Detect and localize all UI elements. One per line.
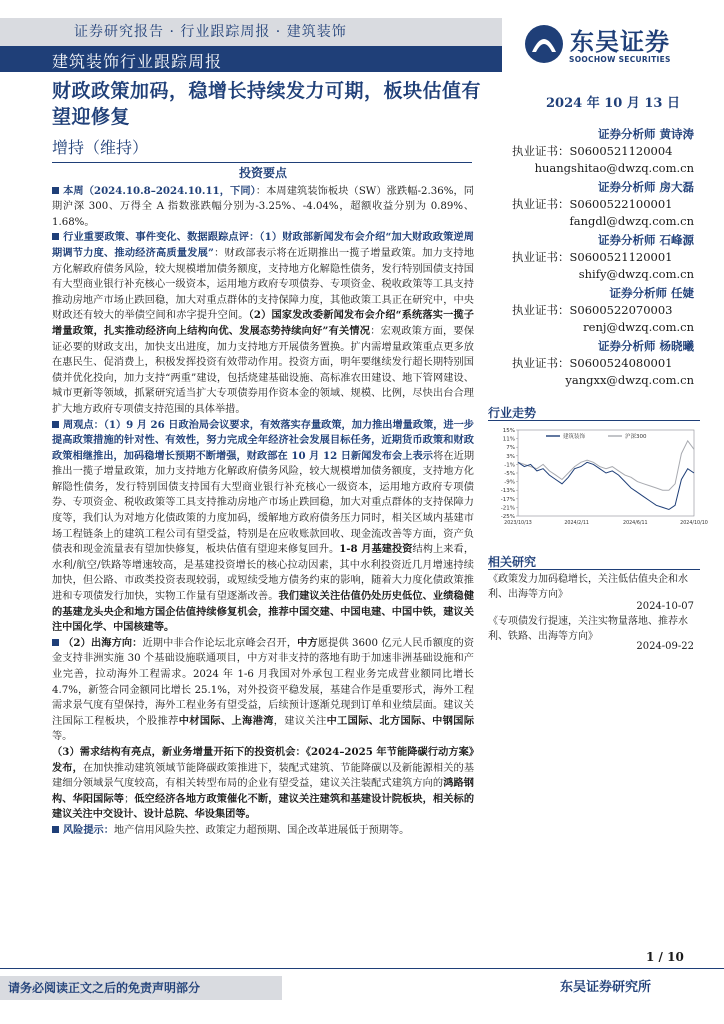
series-line-建筑装饰 xyxy=(518,462,694,509)
page-number: 1 / 10 xyxy=(646,950,684,964)
report-date: 2024 年 10 月 13 日 xyxy=(546,96,680,111)
breadcrumb: 证券研究报告 · 行业跟踪周报 · 建筑装饰 xyxy=(74,24,347,40)
related-item[interactable]: 《专项债发行提速，关注实物量落地、推荐水利、铁路、出海等方向》 xyxy=(488,616,688,642)
y-tick-label: -13% xyxy=(500,488,515,495)
legend-label: 建筑装饰 xyxy=(563,434,586,440)
bullet-view: 周观点：（1）9 月 26 日政治局会议要求，有效落实存量政策，加力推出增量政策，进一步提高政策措施的针对性、有效性，努力完成全年经济社会发展目标任务，近期货币政策和财政政策相继推出，加码稳增长预期不断增强，财政部在 10 月 12 日新闻发布会上表示将在近期推出一揽子增量政策，加力支持地方化解政府债务风险，较大规模增加债务额度，支持地方化解隐性债务，发行特别国债支持国有大型商业银行补充核心一级资本，运用地方政府专项债券、专项资金、税收政策等工具支持推动房地产市场止跌回稳，加大对重点群体的支持保障力度等，我们认为对地方化债政策的力度加码，缓解地方政府债务压力同时，相关区域内基建市场工程链条上的建筑工程公司有望受益，特别是在应收账款回收、现金流改善等方面，资产负债表和现金流量表有望加快修复，板块估值有望迎来修复回升。1-8 月基建投资结构上来看，水利/航空/铁路等增速较高，是基建投资增长的核心拉动因素，其中水利投资近几月增速持续加快，但公路、市政类投资表现较弱，或短续受地方债务约束的影响，随着大力度化债政策推进和专项债发行加快，实物工作量有望逐渐改善。我们建议关注估值仍处历史低位、业绩稳健的基建龙头央企和地方国企估值持续修复机会，推荐中国交建、中国电建、中国中铁，建议关注中国化学、中国核建等。 xyxy=(52,418,475,634)
analyst-email[interactable]: huangshitao@dwzq.com.cn xyxy=(534,161,694,175)
bullet-icon xyxy=(52,421,59,428)
paragraph-overseas: （2）出海方向：近期中非合作论坛北京峰会召开，中方愿提供 3600 亿元人民币额度的资金支持非洲实施 30 个基础设施联通项目，中方对非支持的落地有助于加速非洲基础设施和产业完善，拉动海外工程需求。2024 年 1-6 月我国对外承包工程业务完成营业额同比增长 4.7%，新签合同金额同比增长 25.1%，对外投资平稳发展，基建合作是重要形式，海外工程需求景气度有望保持，海外工程业务有望受益，后续预计逐渐兑现到订单和业绩层面。建议关注国际工程板块，个股推荐中材国际、上海港湾，建议关注中工国际、北方国际、中钢国际等。 xyxy=(52,636,475,743)
x-tick-label: 2023/10/13 xyxy=(504,521,532,526)
y-tick-label: 3% xyxy=(506,453,515,460)
y-tick-label: -21% xyxy=(500,505,515,512)
analyst-license: 执业证书：S0600522070003 xyxy=(512,303,673,317)
section-title: 建筑装饰行业跟踪周报 xyxy=(52,52,223,71)
analyst-4 xyxy=(512,285,694,336)
legend-label: 沪深300 xyxy=(625,434,647,440)
analyst-name: 证券分析师 杨晓曦 xyxy=(597,339,694,353)
firm-name: 东吴证券研究所 xyxy=(560,980,652,995)
trend-title: 行业走势 xyxy=(488,406,537,420)
related-date: 2024-10-07 xyxy=(636,601,694,612)
disclaimer-note: 请务必阅读正文之后的免责声明部分 xyxy=(8,981,201,995)
x-tick-label: 2024/10/10 xyxy=(680,521,708,526)
y-tick-label: -17% xyxy=(500,496,515,503)
analyst-email[interactable]: shify@dwzq.com.cn xyxy=(578,267,694,281)
logo-text-cn: 东吴证券 xyxy=(570,28,670,56)
y-tick-label: -9% xyxy=(504,479,515,486)
report-title: 财政政策加码，稳增长持续发力可期，板块估值有望迎修复 xyxy=(52,80,482,128)
y-tick-label: 7% xyxy=(506,445,515,452)
x-tick-label: 2024/6/11 xyxy=(623,521,648,526)
related-item[interactable]: 《政策发力加码稳增长，关注低估值央企和水利、出海等方向》 xyxy=(488,574,688,600)
analyst-name: 证券分析师 房大磊 xyxy=(597,180,694,194)
bullet-icon xyxy=(52,233,59,240)
bullet-icon xyxy=(52,826,59,833)
related-date: 2024-09-22 xyxy=(636,641,694,652)
analyst-1 xyxy=(512,126,694,177)
x-tick-label: 2024/2/11 xyxy=(564,521,589,526)
divider xyxy=(488,569,700,570)
analyst-name: 证券分析师 黄诗涛 xyxy=(597,127,694,141)
y-tick-label: -1% xyxy=(504,462,515,469)
analyst-2 xyxy=(512,179,694,230)
bullet-icon xyxy=(52,187,59,194)
analyst-email[interactable]: fangdl@dwzq.com.cn xyxy=(569,214,694,228)
analyst-license: 执业证书：S0600521120001 xyxy=(512,250,673,264)
related-title: 相关研究 xyxy=(488,555,537,569)
series-line-沪深300 xyxy=(518,441,694,490)
analyst-5 xyxy=(512,338,694,389)
analyst-license: 执业证书：S0600522100001 xyxy=(512,197,673,211)
logo-text-en: SOOCHOW SECURITIES xyxy=(569,55,671,64)
analyst-email[interactable]: yangxx@dwzq.com.cn xyxy=(565,373,694,387)
analyst-email[interactable]: renj@dwzq.com.cn xyxy=(583,320,694,334)
bullet-risk: 风险提示：地产信用风险失控、政策定力超预期、国企改革进展低于预期等。 xyxy=(52,823,474,839)
bullet-policy: 行业重要政策、事件变化、数据跟踪点评：（1）财政部新闻发布会介绍“加大财政政策逆周期调节力度、推动经济高质量发展”：财政部表示将在近期推出一揽子增量政策。加力支持地方化解政府债务风险，较大规模增加债务额度，支持地方化解隐性债务，发行特别国债支持国有大型商业银行补充核心一级资本，运用地方政府专项债券、专项资金、税收政策等工具支持推动房地产市场止跌回稳，加大对重点群体的支持保障力度，其他政策工具正在研究中，中央财政还有较大的举债空间和赤字提升空间。（2）国家发改委新闻发布会介绍“系统落实一揽子增量政策，扎实推动经济向上结构向优、发展态势持续向好”有关情况：宏观政策方面，要保证必要的财政支出，加快支出进度，加力支持地方开展债务置换。扩内需增量政策重点更多放在惠民生、促消费上，积极发挥投资有效带动作用。投资方面，明年要继续发行超长期特别国债并优化投向，加力支持“两重”建设，包括烧建基础设施、高标准农田建设、地下管网建设、城市更新等领域，抓紧研究适当扩大专项债券用作资本金的领域、规模、比例，尽快出台合理扩大地方政府专项债支持范围的具体举措。 xyxy=(52,231,475,415)
analyst-3 xyxy=(512,232,694,283)
divider xyxy=(488,420,700,421)
paragraph-demand: （3）需求结构有亮点，新业务增量开拓下的投资机会：《2024–2025 年节能降碳行动方案》发布，在加快推动建筑领域节能降碳政策推进下，装配式建筑、节能降碳以及新能源相关的基建细分领域景气度较高，有相关转型布局的企业有望受益，建议关注装配式建筑方向的鸿路钢构、华阳国际等；低空经济各地方政策催化不断，建议关注建筑和基建设计院板块，相关标的建议关注中交设计、设计总院、华设集团等。 xyxy=(52,745,475,821)
footer-divider xyxy=(0,968,724,969)
analyst-license: 执业证书：S0600521120004 xyxy=(512,144,673,158)
section-head: 投资要点 xyxy=(238,166,287,180)
y-tick-label: 15% xyxy=(502,428,515,434)
main-body xyxy=(52,166,474,839)
bullet-weekly: 本周（2024.10.8–2024.10.11，下同）：本周建筑装饰板块（SW）涨跌幅-2.36%，同期沪深 300、万得全 A 指数涨跌幅分别为-3.25%、-4.04%，超额收益分别为 0.89%、1.68%。 xyxy=(52,184,474,228)
divider xyxy=(52,162,472,163)
rating: 增持（维持） xyxy=(52,138,149,157)
trend-chart xyxy=(488,424,708,532)
analyst-name: 证券分析师 石峰源 xyxy=(597,233,694,247)
analyst-license: 执业证书：S0600524080001 xyxy=(512,356,673,370)
analyst-name: 证券分析师 任婕 xyxy=(609,286,694,300)
y-tick-label: -5% xyxy=(504,471,515,477)
y-tick-label: -25% xyxy=(500,514,515,520)
bullet-icon xyxy=(52,639,59,646)
y-tick-label: 11% xyxy=(502,436,515,443)
